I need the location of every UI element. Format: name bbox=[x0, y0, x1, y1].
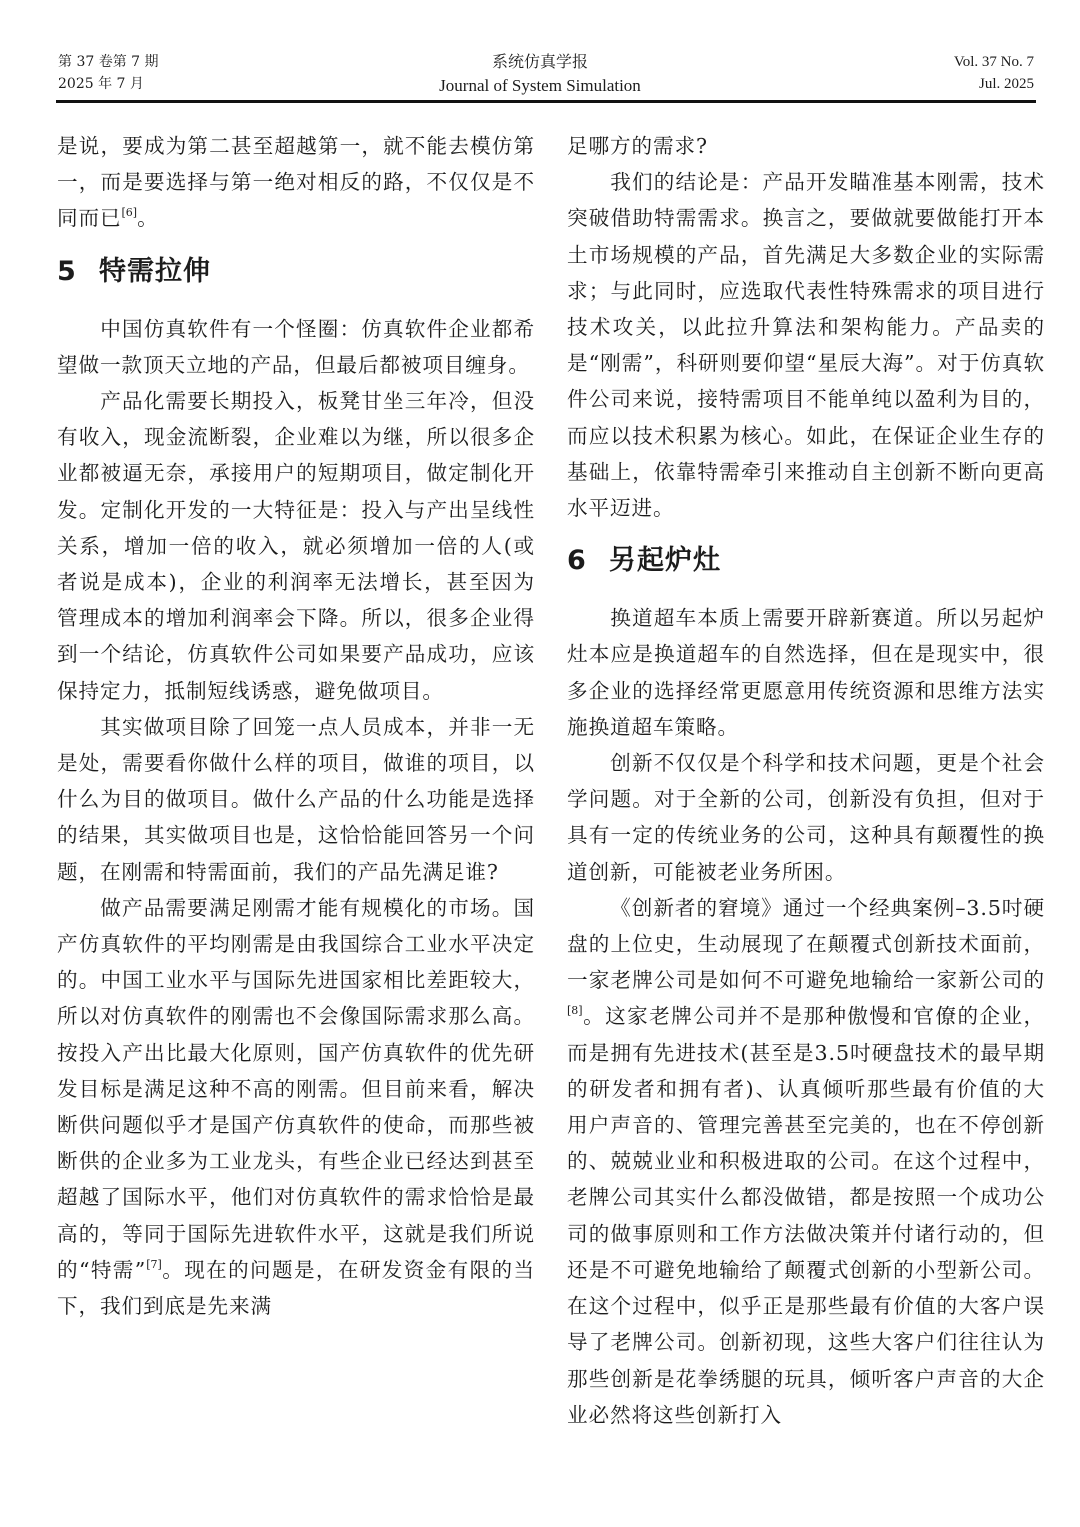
header-rule bbox=[56, 100, 1036, 103]
header-right bbox=[954, 51, 1034, 95]
section-number: 5 bbox=[57, 255, 77, 287]
date-cn: 2025 年 7 月 bbox=[58, 76, 144, 92]
volume-issue-en: Vol. 37 No. 7 bbox=[953, 54, 1034, 70]
paragraph: 中国仿真软件有一个怪圈：仿真软件企业都希望做一款顶天立地的产品，但最后都被项目缠身。 bbox=[57, 316, 535, 377]
section-number: 6 bbox=[567, 545, 587, 577]
paragraph: 做产品需要满足刚需才能有规模化的市场。国产仿真软件的平均刚需是由我国综合工业水平决定的。中国工业水平与国际先进国家相比差距较大，所以对仿真软件的刚需也不会像国际需求那么高。按投入产出比最大化原则，国产仿真软件的优先研发目标是满足这种不高的刚需。但目前来看，解决断供问题似乎才是国产仿真软件的使命，而那些被断供的企业多为工业龙头，有些企业已经达到甚至超越了国际水平，他们对仿真软件的需求恰恰是最高的，等同于国际先进软件水平，这就是我们所说的“特需”[7]。现在的问题是，在研发资金有限的当下，我们到底是先来满 bbox=[57, 895, 535, 1319]
paragraph: 是说，要成为第二甚至超越第一，就不能去模仿第一，而是要选择与第一绝对相反的路，不仅仅是不同而已[6]。 bbox=[57, 134, 535, 231]
paragraph: 我们的结论是：产品开发瞄准基本刚需，技术突破借助特需需求。换言之，要做就要做能打开本土市场规模的产品，首先满足大多数企业的实际需求；与此同时，应选取代表性特殊需求的项目进行技术攻关，以此拉升算法和架构能力。产品卖的是“刚需”，科研则要仰望“星辰大海”。对于仿真软件公司来说，接特需项目不能单纯以盈利为目的，而应以技术积累为核心。如此，在保证企业生存的基础上，依靠特需牵引来推动自主创新不断向更高水平迈进。 bbox=[567, 170, 1045, 521]
citation[interactable]: [6] bbox=[121, 206, 138, 220]
section-heading-5 bbox=[57, 247, 535, 297]
paragraph: 其实做项目除了回笼一点人员成本，并非一无是处，需要看你做什么样的项目，做谁的项目，以什么为目的做项目。做什么产品的什么功能是选择的结果，其实做项目也是，这恰恰能回答另一个问题，在刚需和特需面前，我们的产品先满足谁? bbox=[57, 714, 535, 884]
journal-title-cn: 系统仿真学报 bbox=[491, 52, 588, 71]
citation[interactable]: [7] bbox=[146, 1257, 162, 1271]
section-title: 另起炉灶 bbox=[609, 545, 721, 577]
paragraph: 产品化需要长期投入，板凳甘坐三年冷，但没有收入，现金流断裂，企业难以为继，所以很多企业都被逼无奈，承接用户的短期项目，做定制化开发。定制化开发的一大特征是：投入与产出呈线性关系，增加一倍的收入，就必须增加一倍的人(或者说是成本)，企业的利润率无法增长，甚至因为管理成本的增加利润率会下降。所以，很多企业得到一个结论，仿真软件公司如果要产品成功，应该保持定力，抵制短线诱惑，避免做项目。 bbox=[57, 389, 535, 703]
paragraph: 创新不仅仅是个科学和技术问题，更是个社会学问题。对于全新的公司，创新没有负担，但对于具有一定的传统业务的公司，这种具有颠覆性的换道创新，可能被老业务所困。 bbox=[567, 751, 1045, 884]
paragraph: 换道超车本质上需要开辟新赛道。所以另起炉灶本应是换道超车的自然选择，但在是现实中，很多企业的选择经常更愿意用传统资源和思维方法实施换道超车策略。 bbox=[567, 606, 1045, 739]
journal-title-en: Journal of System Simulation bbox=[439, 76, 641, 95]
header-center bbox=[340, 50, 740, 98]
section-title: 特需拉伸 bbox=[99, 255, 211, 287]
left-column bbox=[57, 128, 535, 1324]
section-heading-6 bbox=[567, 536, 1045, 586]
paragraph: 足哪方的需求? bbox=[567, 134, 708, 158]
paragraph: 《创新者的窘境》通过一个经典案例–3.5吋硬盘的上位史，生动展现了在颠覆式创新技术面前，一家老牌公司是如何不可避免地输给一家新公司的[8]。这家老牌公司并不是那种傲慢和官僚的企业，而是拥有先进技术(甚至是3.5吋硬盘技术的最早期的研发者和拥有者)、认真倾听那些最有价值的大用户声音的、管理完善甚至完美的，也在不停创新的、兢兢业业和积极进取的公司。在这个过程中，老牌公司其实什么都没做错，都是按照一个成功公司的做事原则和工作方法做决策并付诸行动的，但还是不可避免地输给了颠覆式创新的小型新公司。在这个过程中，似乎正是那些最有价值的大客户误导了老牌公司。创新初现，这些大客户们往往认为那些创新是花拳绣腿的玩具，倾听客户声音的大企业必然将这些创新打入 bbox=[567, 895, 1045, 1427]
date-en: Jul. 2025 bbox=[978, 76, 1034, 92]
header-left bbox=[58, 51, 159, 95]
citation[interactable]: [8] bbox=[567, 1004, 583, 1018]
page-header bbox=[0, 0, 1080, 110]
right-column bbox=[567, 128, 1045, 1433]
volume-issue-cn: 第 37 卷第 7 期 bbox=[58, 54, 159, 70]
